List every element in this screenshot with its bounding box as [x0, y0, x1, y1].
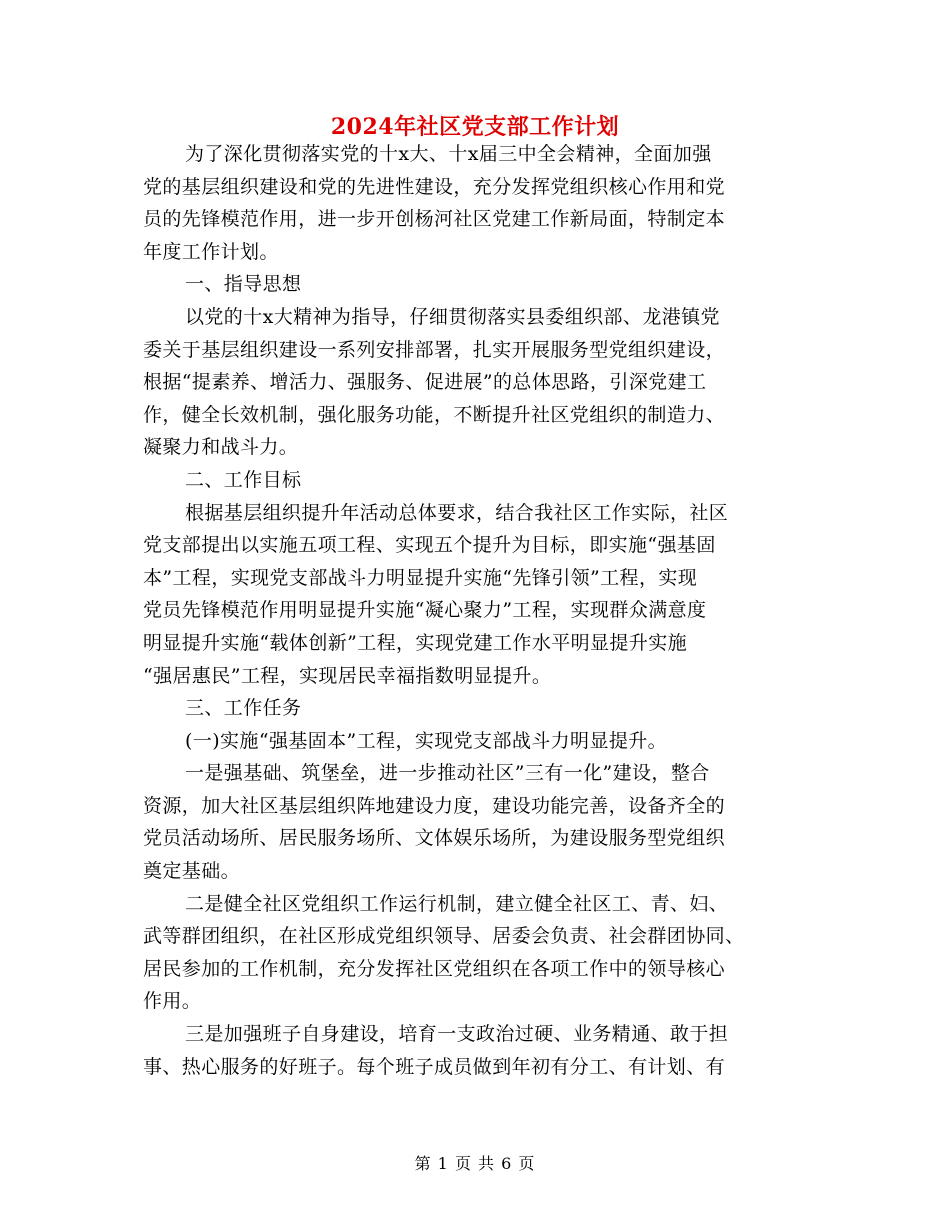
body-line: 明显提升实施“载体创新”工程，实现党建工作水平明显提升实施 — [143, 631, 688, 654]
body-line: 居民参加的工作机制，充分发挥社区党组织在各项工作中的领导核心 — [143, 957, 726, 980]
section-heading: 三、工作任务 — [185, 697, 302, 720]
body-line: 党员先锋模范作用明显提升实施“凝心聚力”工程，实现群众满意度 — [143, 599, 707, 622]
body-line: 党的基层组织建设和党的先进性建设，充分发挥党组织核心作用和党 — [143, 175, 726, 198]
document-title: 2024年社区党支部工作计划 — [330, 114, 620, 140]
body-line: 员的先锋模范作用，进一步开创杨河社区党建工作新局面，特制定本 — [143, 208, 726, 231]
document-body — [143, 138, 808, 1083]
body-line: 作，健全长效机制，强化服务功能，不断提升社区党组织的制造力、 — [143, 403, 726, 426]
section-heading: 二、工作目标 — [185, 468, 302, 491]
body-line: 二是健全社区党组织工作运行机制，建立健全社区工、青、妇、 — [185, 892, 729, 915]
subsection-heading: (一)实施“强基固本”工程，实现党支部战斗力明显提升。 — [185, 729, 668, 752]
body-line: 三是加强班子自身建设，培育一支政治过硬、业务精通、敢于担 — [185, 1023, 729, 1046]
body-line: 一是强基础、筑堡垒，进一步推动社区”三有一化”建设，整合 — [185, 762, 710, 785]
section-heading: 一、指导思想 — [185, 273, 302, 296]
body-line: 以党的十x大精神为指导，仔细贯彻落实县委组织部、龙港镇党 — [185, 305, 720, 328]
body-line: 党员活动场所、居民服务场所、文体娱乐场所，为建设服务型党组织 — [143, 827, 726, 850]
body-line: “强居惠民”工程，实现居民幸福指数明显提升。 — [143, 664, 552, 687]
body-line: 根据基层组织提升年活动总体要求，结合我社区工作实际，社区 — [185, 501, 729, 524]
body-line: 资源，加大社区基层组织阵地建设力度，建设功能完善，设备齐全的 — [143, 794, 726, 817]
body-line: 委关于基层组织建设一系列安排部署，扎实开展服务型党组织建设， — [143, 338, 726, 361]
body-line: 根据“提素养、增活力、强服务、促进展”的总体思路，引深党建工 — [143, 371, 707, 394]
body-line: 奠定基础。 — [143, 860, 241, 883]
body-line: 本”工程，实现党支部战斗力明显提升实施“先锋引领”工程，实现 — [143, 566, 698, 589]
body-line: 武等群团组织，在社区形成党组织领导、居委会负责、社会群团协同、 — [143, 925, 745, 948]
body-line: 作用。 — [143, 990, 202, 1013]
body-line: 党支部提出以实施五项工程、实现五个提升为目标，即实施“强基固 — [143, 534, 716, 557]
body-line: 年度工作计划。 — [143, 240, 279, 263]
body-line: 凝聚力和战斗力。 — [143, 436, 299, 459]
body-line: 事、热心服务的好班子。每个班子成员做到年初有分工、有计划、有 — [143, 1055, 726, 1078]
body-line: 为了深化贯彻落实党的十x大、十x届三中全会精神，全面加强 — [185, 143, 712, 165]
page-footer: 第 1 页 共 6 页 — [414, 1154, 536, 1173]
